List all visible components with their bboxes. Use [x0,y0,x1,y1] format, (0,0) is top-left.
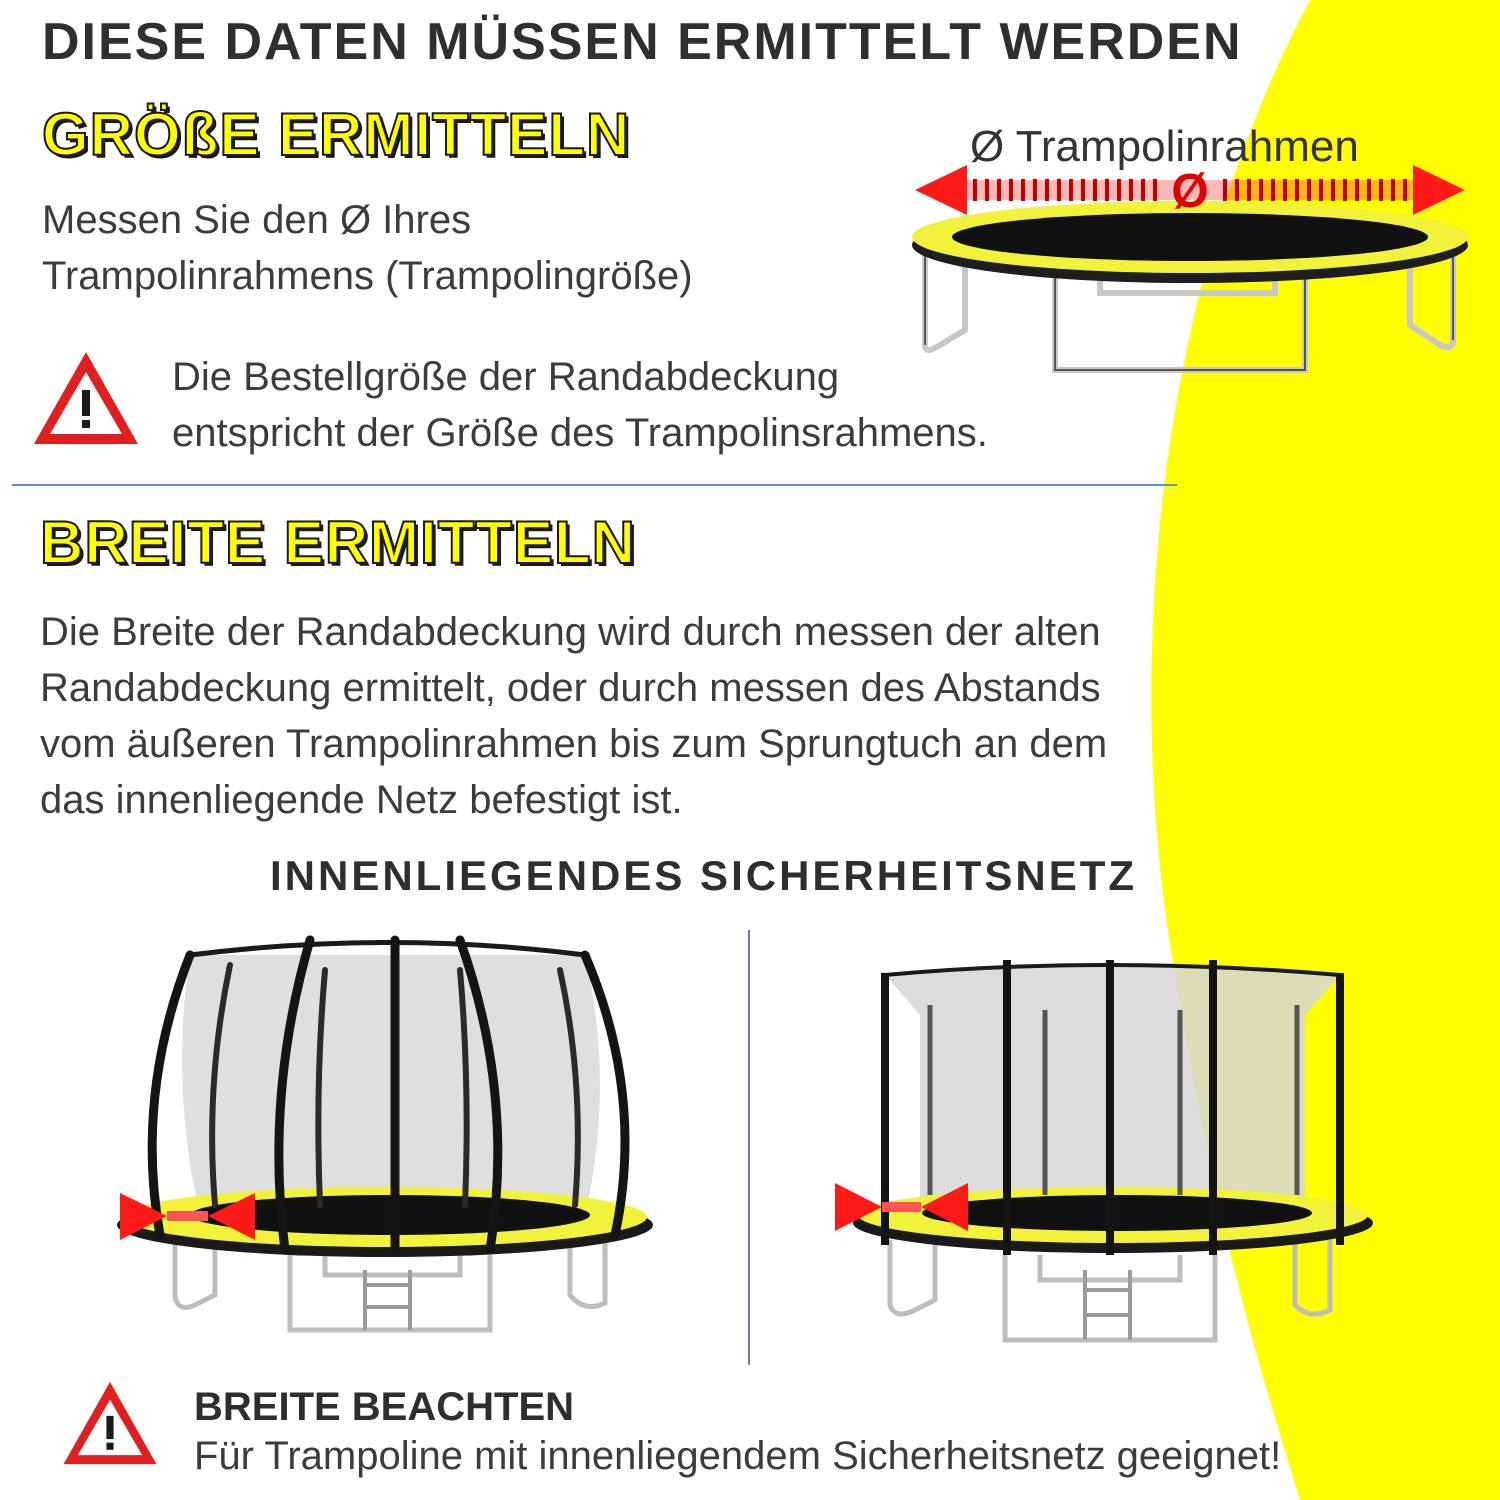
size-instruction-line-2: Trampolinrahmens (Trampolingröße) [42,254,693,298]
size-warning-line-1: Die Bestellgröße der Randabdeckung [172,355,840,399]
section-divider [12,484,1177,486]
width-heading: BREITE ERMITTELN [40,509,636,576]
size-heading: GRÖßE ERMITTELN [42,101,631,168]
size-instruction [42,192,902,304]
warning-box-text: Für Trampoline mit innenliegendem Sicherheitsnetz geeignet! [194,1434,1282,1478]
width-text-line-1: Die Breite der Randabdeckung wird durch messen der alten [40,610,1101,654]
size-warning-line-2: entspricht der Größe des Trampolinsrahmens. [172,411,988,455]
width-text [40,604,1420,828]
main-title: DIESE DATEN MÜSSEN ERMITTELT WERDEN [42,13,1243,71]
width-text-line-4: das innenliegende Netz befestigt ist. [40,778,683,822]
image-divider [748,930,750,1365]
width-text-line-2: Randabdeckung ermittelt, oder durch messen des Abstands [40,666,1101,710]
trampoline-with-net-image [115,935,645,1345]
net-title: INNENLIEGENDES SICHERHEITSNETZ [270,852,1138,899]
diameter-symbol: Ø [1171,165,1209,218]
frame-diameter-label: Ø Trampolinrahmen [970,122,1359,171]
warning-triangle-icon [30,348,142,448]
trampoline-image [905,165,1475,390]
trampoline-with-net-image [835,955,1355,1350]
warning-box-title: BREITE BEACHTEN [194,1385,575,1429]
width-text-line-3: vom äußeren Trampolinrahmen bis zum Sprungtuch an dem [40,722,1108,766]
size-instruction-line-1: Messen Sie den Ø Ihres [42,198,472,242]
double-arrow-icon [915,165,1465,218]
warning-triangle-icon [60,1378,160,1468]
